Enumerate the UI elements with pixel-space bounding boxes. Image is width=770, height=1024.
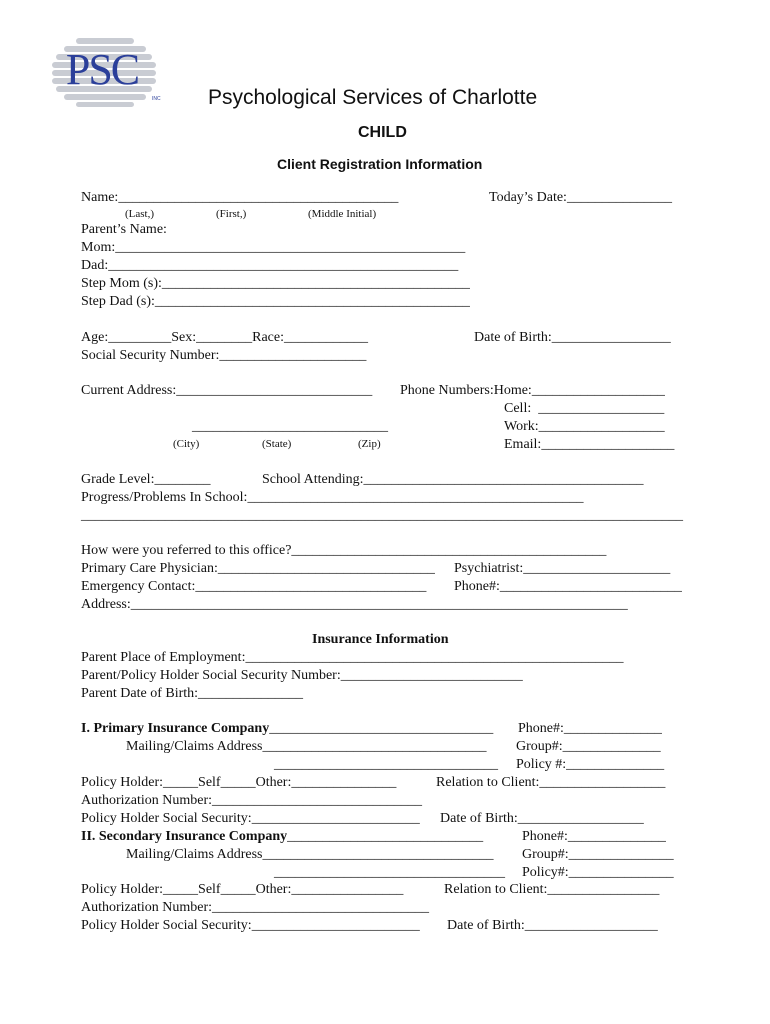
address-line2-field[interactable]: ____________________________	[192, 419, 388, 434]
ssn-field[interactable]: Social Security Number:_____________________	[81, 348, 367, 363]
primary-relation-field[interactable]: Relation to Client:__________________	[436, 775, 666, 790]
secondary-auth-field[interactable]: Authorization Number:_______________________________	[81, 900, 430, 915]
hint-middle-initial: (Middle Initial)	[308, 208, 377, 220]
primary-insurance-company-field[interactable]: ________________________________	[269, 721, 494, 736]
school-attending-field[interactable]: School Attending:________________________________________	[262, 472, 644, 487]
logo-inc: INC	[152, 96, 161, 102]
secondary-dob-field[interactable]: Date of Birth:___________________	[447, 918, 658, 933]
logo-text: PSC	[65, 45, 139, 94]
phone-home-field[interactable]: Phone Numbers:Home:___________________	[400, 383, 665, 398]
phone-work-field[interactable]: Work:__________________	[504, 419, 665, 434]
primary-phone-field[interactable]: Phone#:______________	[518, 721, 662, 736]
secondary-holder-ssn-field[interactable]: Policy Holder Social Security:________________________	[81, 918, 420, 933]
dob-field[interactable]: Date of Birth:_________________	[474, 330, 671, 345]
step-dad-field[interactable]: Step Dad (s):_____________________________________________	[81, 294, 470, 309]
hint-last: (Last,)	[125, 208, 155, 220]
primary-policy-field[interactable]: Policy #:______________	[516, 757, 665, 772]
secondary-policy-field[interactable]: Policy#:_______________	[522, 865, 674, 880]
secondary-policy-holder-field[interactable]: Policy Holder:_____Self_____Other:________________	[81, 882, 404, 897]
secondary-phone-field[interactable]: Phone#:______________	[522, 829, 666, 844]
phone-cell-field[interactable]: Cell: __________________	[504, 401, 665, 416]
emergency-phone-field[interactable]: Phone#:__________________________	[454, 579, 682, 594]
secondary-group-field[interactable]: Group#:_______________	[522, 847, 674, 862]
primary-blank-line[interactable]: ________________________________	[274, 757, 498, 772]
section-title: Client Registration Information	[277, 156, 483, 172]
step-mom-field[interactable]: Step Mom (s):____________________________________________	[81, 276, 470, 291]
insurance-title: Insurance Information	[312, 632, 449, 647]
primary-holder-ssn-field[interactable]: Policy Holder Social Security:________________________	[81, 811, 420, 826]
secondary-mailing-field[interactable]: Mailing/Claims Address_________________________________	[126, 847, 494, 862]
age-sex-race-field[interactable]: Age:_________Sex:________Race:____________	[81, 330, 368, 345]
dad-field[interactable]: Dad:__________________________________________________	[81, 258, 459, 273]
name-field[interactable]: Name:________________________________________	[81, 190, 399, 205]
primary-mailing-field[interactable]: Mailing/Claims Address________________________________	[126, 739, 487, 754]
hint-zip: (Zip)	[358, 438, 381, 450]
parents-name-label: Parent’s Name:	[81, 222, 167, 237]
referred-field[interactable]: How were you referred to this office?_____________________________________________	[81, 543, 607, 558]
form-subtitle: CHILD	[358, 124, 407, 141]
hint-city: (City)	[173, 438, 200, 450]
parent-employment-field[interactable]: Parent Place of Employment:______________________________________________________	[81, 650, 624, 665]
psc-logo	[44, 36, 164, 108]
todays-date-field[interactable]: Today’s Date:_______________	[489, 190, 672, 205]
current-address-field[interactable]: Current Address:____________________________	[81, 383, 373, 398]
secondary-blank-line[interactable]: _________________________________	[274, 865, 505, 880]
primary-dob-field[interactable]: Date of Birth:__________________	[440, 811, 644, 826]
hint-state: (State)	[262, 438, 292, 450]
secondary-relation-field[interactable]: Relation to Client:________________	[444, 882, 660, 897]
primary-insurance-heading: I. Primary Insurance Company________________________________	[81, 721, 494, 736]
primary-auth-field[interactable]: Authorization Number:______________________________	[81, 793, 423, 808]
grade-level-field[interactable]: Grade Level:________	[81, 472, 211, 487]
mom-field[interactable]: Mom:__________________________________________________	[81, 240, 466, 255]
org-name: Psychological Services of Charlotte	[208, 86, 538, 109]
primary-group-field[interactable]: Group#:______________	[516, 739, 661, 754]
parent-dob-field[interactable]: Parent Date of Birth:_______________	[81, 686, 304, 701]
address-field[interactable]: Address:_______________________________________________________________________	[81, 597, 628, 612]
secondary-insurance-company-field[interactable]: ____________________________	[287, 829, 484, 844]
psychiatrist-field[interactable]: Psychiatrist:_____________________	[454, 561, 671, 576]
phone-email-field[interactable]: Email:___________________	[504, 437, 675, 452]
emergency-contact-field[interactable]: Emergency Contact:_________________________________	[81, 579, 427, 594]
primary-physician-field[interactable]: Primary Care Physician:_______________________________	[81, 561, 435, 576]
progress-problems-field[interactable]: Progress/Problems In School:________________________________________________	[81, 490, 584, 505]
policy-holder-ssn-field[interactable]: Parent/Policy Holder Social Security Number:__________________________	[81, 668, 523, 683]
primary-policy-holder-field[interactable]: Policy Holder:_____Self_____Other:_______________	[81, 775, 397, 790]
hint-first: (First,)	[216, 208, 247, 220]
secondary-insurance-heading: II. Secondary Insurance Company____________________________	[81, 829, 484, 844]
progress-blank-line[interactable]: ______________________________________________________________________________________	[81, 508, 683, 523]
